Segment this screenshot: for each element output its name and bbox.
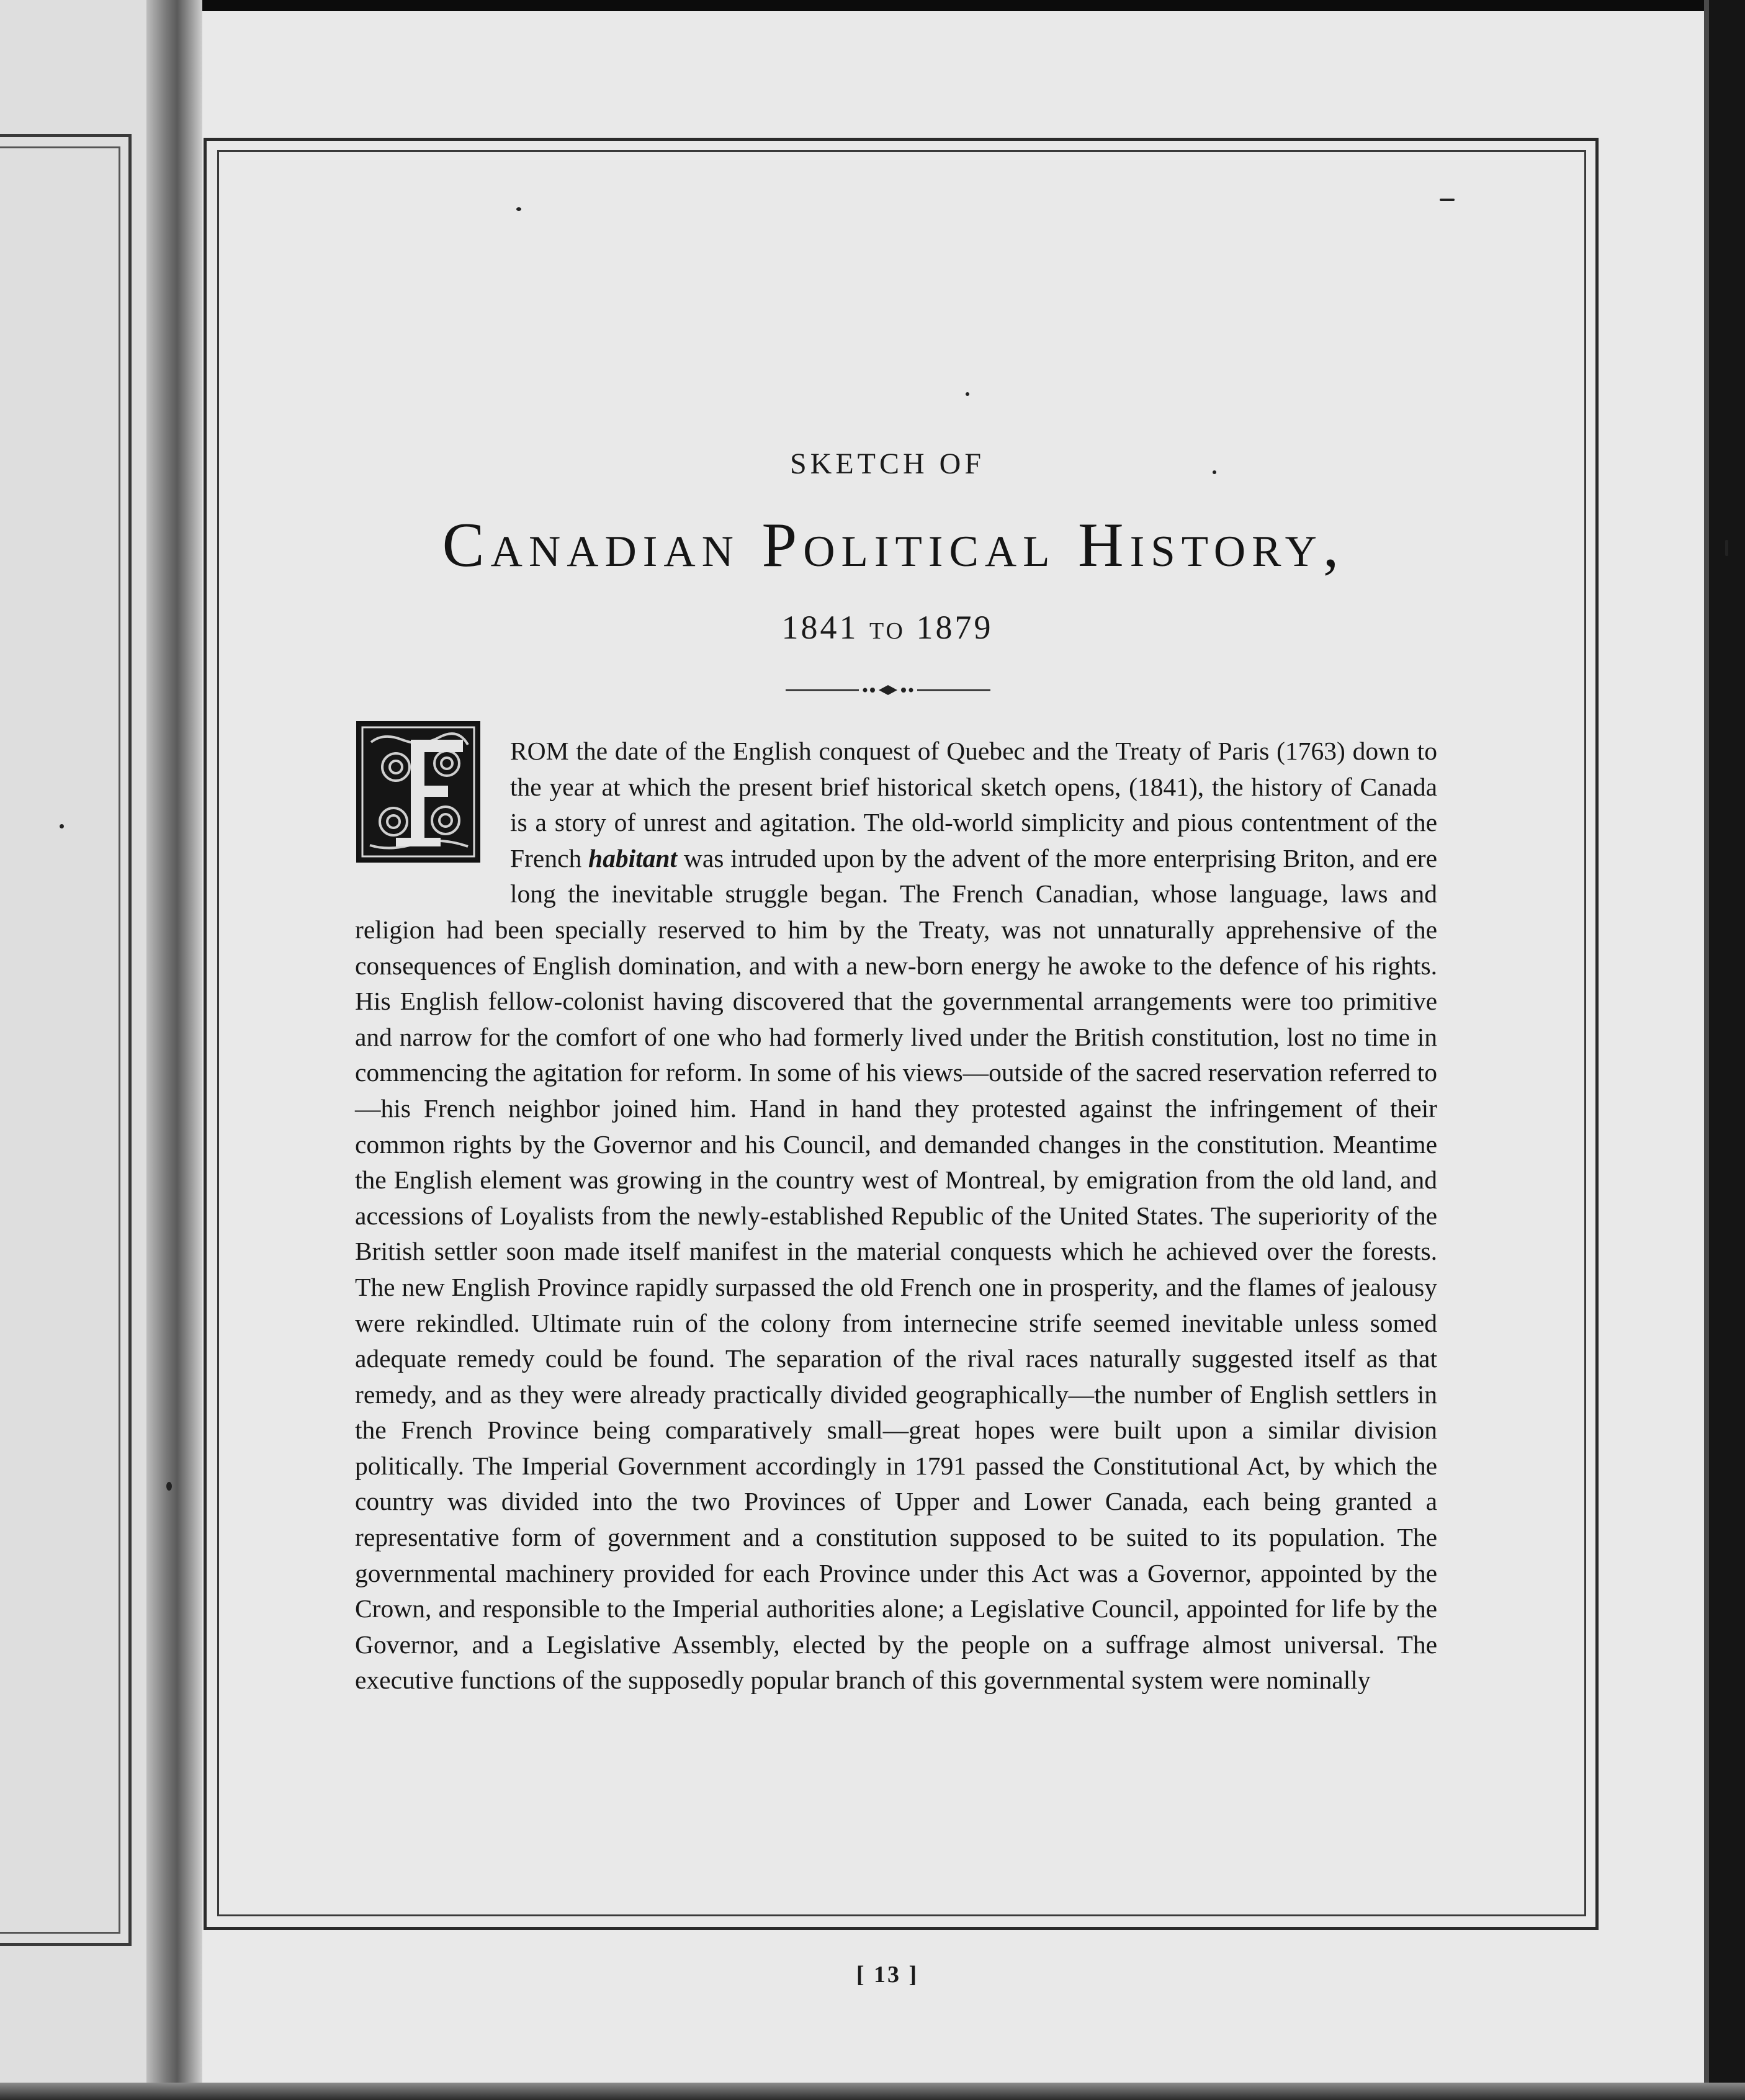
scan-speck — [60, 824, 64, 828]
scan-speck — [1213, 470, 1216, 474]
date-range: 1841 to 1879 — [781, 609, 994, 646]
body-paragraph — [355, 734, 1437, 1698]
scan-edge-top — [0, 0, 1745, 11]
typographic-ornament-icon — [786, 678, 990, 702]
opening-word-rest: ROM — [510, 737, 569, 765]
scan-speck — [1440, 199, 1455, 201]
scan-speck — [1725, 540, 1728, 556]
facing-page-inner-rule — [0, 146, 120, 1934]
facing-page-edge — [0, 0, 146, 2100]
scan-speck — [966, 392, 969, 396]
title-kicker: SKETCH OF — [789, 447, 985, 480]
page-number: [ 13 ] — [856, 1962, 919, 1988]
page-title: Canadian Political History, — [442, 510, 1345, 580]
scan-speck — [516, 207, 521, 211]
scan-edge-bottom — [0, 2083, 1745, 2100]
scan-edge-right — [1709, 0, 1745, 2100]
paragraph-text-part-1: the date of the English conquest of Quebec and the Treaty of Paris (1763) down to the year at which the present brief historical sketch opens, (1841), the history of Canada is a story of unrest and agitation. The old-world simplicity and pious contentment of the French — [510, 737, 1437, 873]
scan-speck — [166, 1482, 172, 1491]
paragraph-text-part-2: was intruded upon by the advent of the more enterprising Briton, and ere long the inevitable struggle began. The French Canadian, whose language, laws and religion had been specially reserved to him by the Treaty, was not unnaturally apprehensive of the consequences of English domination, and with a new-born energy he awoke to the defence of his rights. His English fellow-colonist having discovered that the governmental arrangements were too primitive and narrow for the comfort of one who had formerly lived under the British constitution, lost no time in commencing the agitation for reform. In some of his views—outside of the sacred reservation referred to—his French neighbor joined him. Hand in hand they protested against the infringement of their common rights by the Governor and his Council, and demanded changes in the constitution. Meantime the English element was growing in the country west of Montreal, by emigration from the old land, and accessions of Loyalists from the newly-established Republic of the United States. The superiority of the British settler soon made itself manifest in the material conquests which he achieved over the forests. The new English Province rapidly surpassed the old French one in prosperity, and the flames of jealousy were rekindled. Ultimate ruin of the colony from internecine strife seemed inevitable unless somed adequate remedy could be found. The separation of the rival races naturally suggested itself as that remedy, and as they were already practically divided geographically—the number of English settlers in the French Province being comparatively small—great hopes were built upon a similar division politically. The Imperial Government accordingly in 1791 passed the Constitutional Act, by which the country was divided into the two Provinces of Upper and Lower Canada, each being granted a representative form of government and a constitution supposed to be suited to its population. The governmental machinery provided for each Province under this Act was a Governor, appointed by the Crown, and responsible to the Imperial authorities alone; a Legislative Council, appointed for life by the Governor, and a Legislative Assembly, elected by the people on a suffrage almost universal. The executive functions of the supposedly popular branch of this governmental system were nominally — [355, 843, 1437, 1695]
scan-edge-right-inner — [1704, 0, 1709, 2100]
drop-cap-space — [355, 734, 510, 877]
book-gutter — [146, 0, 202, 2100]
italic-term: habitant — [588, 843, 678, 873]
